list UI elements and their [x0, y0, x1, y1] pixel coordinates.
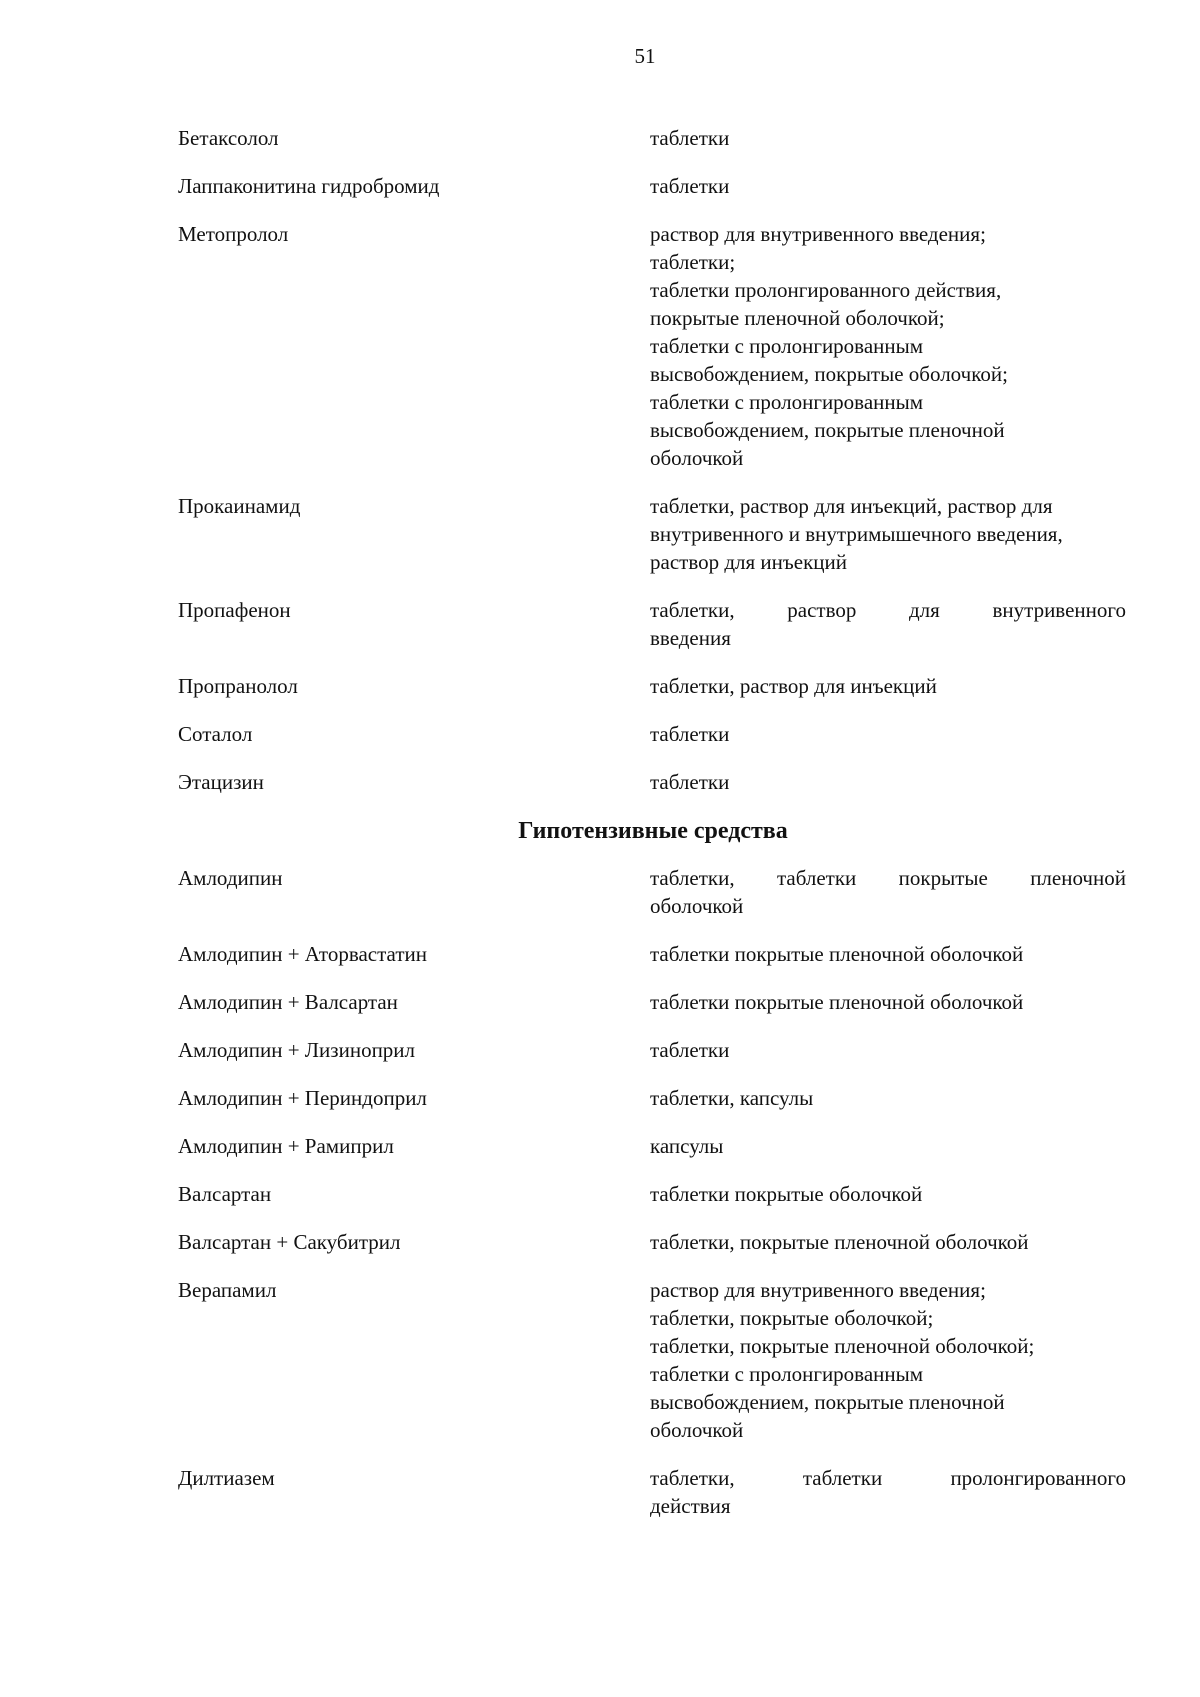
dosage-form — [650, 220, 1126, 472]
dosage-form-line: таблетки с пролонгированным — [650, 390, 924, 414]
dosage-form — [650, 988, 1126, 1016]
dosage-form — [650, 1228, 1126, 1256]
drug-list — [178, 124, 1128, 1540]
dosage-form — [650, 124, 1126, 152]
drug-name: Амлодипин + Валсартан — [178, 990, 398, 1014]
drug-name: Бетаксолол — [178, 126, 279, 150]
antihypertensive-section — [178, 864, 1128, 1520]
dosage-form — [650, 1180, 1126, 1208]
table-row — [178, 172, 1128, 200]
drug-name: Соталол — [178, 722, 253, 746]
dosage-form-line: таблетки, раствор для инъекций, раствор для — [650, 494, 1053, 518]
dosage-form-line: раствор для внутривенного введения; — [650, 1278, 986, 1302]
table-row — [178, 492, 1128, 576]
dosage-form-line: таблетки с пролонгированным — [650, 1362, 924, 1386]
table-row — [178, 1132, 1128, 1160]
drug-name: Амлодипин + Аторвастатин — [178, 942, 427, 966]
drug-name: Амлодипин + Лизиноприл — [178, 1038, 416, 1062]
page-number: 51 — [634, 44, 656, 68]
dosage-form — [650, 940, 1126, 968]
dosage-form — [650, 172, 1126, 200]
dosage-form-line: таблетки, покрытые пленочной оболочкой — [650, 1230, 1029, 1254]
table-row — [178, 1228, 1128, 1256]
dosage-form-line: таблетки, покрытые оболочкой; — [650, 1306, 934, 1330]
dosage-form-line: высвобождением, покрытые оболочкой; — [650, 362, 1008, 386]
table-row — [178, 1036, 1128, 1064]
dosage-form-line: действия — [650, 1494, 731, 1518]
dosage-form-line: оболочкой — [650, 894, 744, 918]
drug-name: Лаппаконитина гидробромид — [178, 174, 440, 198]
dosage-form-line: таблетки — [650, 174, 730, 198]
dosage-form-line: таблетки, раствор для инъекций — [650, 674, 937, 698]
table-row — [178, 672, 1128, 700]
table-row — [178, 768, 1128, 796]
table-row — [178, 220, 1128, 472]
dosage-form-line: таблетки, таблетки покрытые пленочной — [650, 866, 1126, 890]
table-row — [178, 1084, 1128, 1112]
dosage-form-line: оболочкой — [650, 446, 744, 470]
drug-name: Пропафенон — [178, 598, 291, 622]
dosage-form-line: таблетки покрытые пленочной оболочкой — [650, 942, 1024, 966]
table-row — [178, 1464, 1128, 1520]
dosage-form-line: высвобождением, покрытые пленочной — [650, 1390, 1005, 1414]
dosage-form — [650, 720, 1126, 748]
drug-name: Метопролол — [178, 222, 289, 246]
table-row — [178, 1276, 1128, 1444]
dosage-form-line: капсулы — [650, 1134, 724, 1158]
dosage-form-line: оболочкой — [650, 1418, 744, 1442]
drug-name: Прокаинамид — [178, 494, 301, 518]
dosage-form-line: таблетки — [650, 722, 730, 746]
dosage-form — [650, 1464, 1126, 1520]
dosage-form-line: таблетки, покрытые пленочной оболочкой; — [650, 1334, 1035, 1358]
drug-name: Дилтиазем — [178, 1466, 275, 1490]
dosage-form-line: таблетки с пролонгированным — [650, 334, 924, 358]
dosage-form — [650, 1132, 1126, 1160]
table-row — [178, 988, 1128, 1016]
table-row — [178, 124, 1128, 152]
drug-name: Амлодипин + Рамиприл — [178, 1134, 394, 1158]
dosage-form — [650, 864, 1126, 920]
dosage-form-line: таблетки пролонгированного действия, — [650, 278, 1002, 302]
dosage-form-line: таблетки, раствор для внутривенного — [650, 598, 1126, 622]
dosage-form-line: таблетки — [650, 1038, 730, 1062]
dosage-form-line: таблетки, капсулы — [650, 1086, 814, 1110]
dosage-form — [650, 1276, 1126, 1444]
dosage-form — [650, 1036, 1126, 1064]
drug-name: Пропранолол — [178, 674, 298, 698]
drug-name: Валсартан — [178, 1182, 272, 1206]
dosage-form-line: таблетки, таблетки пролонгированного — [650, 1466, 1126, 1490]
drug-name: Амлодипин — [178, 866, 283, 890]
dosage-form-line: таблетки покрытые пленочной оболочкой — [650, 990, 1024, 1014]
antiarrhythmic-section — [178, 124, 1128, 796]
dosage-form-line: внутривенного и внутримышечного введения, — [650, 522, 1063, 546]
table-row — [178, 1180, 1128, 1208]
dosage-form-line: таблетки — [650, 770, 730, 794]
table-row — [178, 720, 1128, 748]
dosage-form-line: таблетки — [650, 126, 730, 150]
drug-name: Валсартан + Сакубитрил — [178, 1230, 401, 1254]
drug-name: Верапамил — [178, 1278, 277, 1302]
dosage-form-line: таблетки; — [650, 250, 736, 274]
dosage-form-line: раствор для инъекций — [650, 550, 847, 574]
dosage-form — [650, 492, 1126, 576]
table-row — [178, 864, 1128, 920]
section-heading: Гипотензивные средства — [518, 818, 788, 844]
dosage-form-line: покрытые пленочной оболочкой; — [650, 306, 945, 330]
dosage-form-line: раствор для внутривенного введения; — [650, 222, 986, 246]
drug-name: Этацизин — [178, 770, 264, 794]
table-row — [178, 940, 1128, 968]
dosage-form — [650, 1084, 1126, 1112]
dosage-form-line: высвобождением, покрытые пленочной — [650, 418, 1005, 442]
dosage-form-line: введения — [650, 626, 731, 650]
dosage-form — [650, 768, 1126, 796]
dosage-form-line: таблетки покрытые оболочкой — [650, 1182, 923, 1206]
dosage-form — [650, 596, 1126, 652]
dosage-form — [650, 672, 1126, 700]
drug-name: Амлодипин + Периндоприл — [178, 1086, 427, 1110]
table-row — [178, 596, 1128, 652]
